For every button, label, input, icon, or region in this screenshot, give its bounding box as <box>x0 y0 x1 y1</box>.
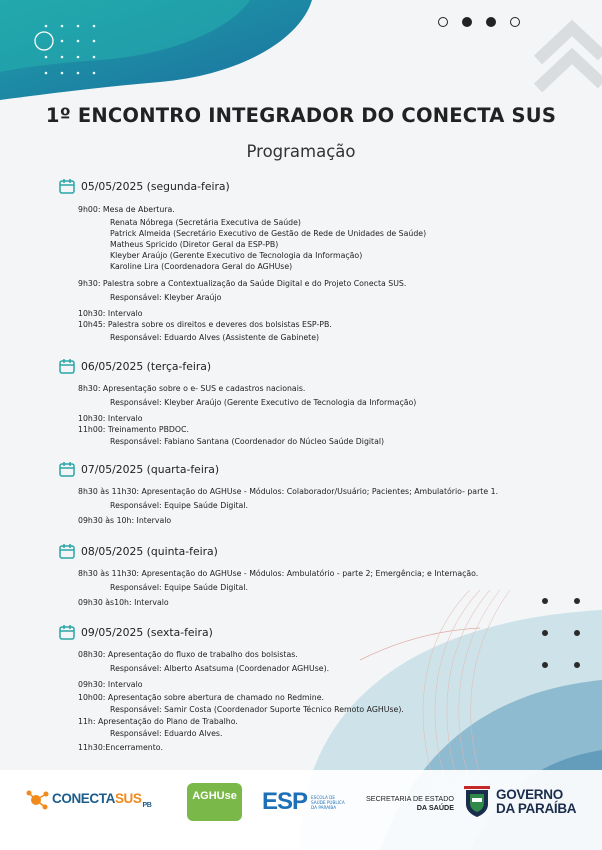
schedule-line: 09h30 às 10h: Intervalo <box>78 516 172 525</box>
day-label: 05/05/2025 (segunda-feira) <box>81 179 230 193</box>
calendar-icon <box>59 624 75 640</box>
day-label: 09/05/2025 (sexta-feira) <box>81 625 213 639</box>
schedule-line: Responsável: Samir Costa (Coordenador Suporte Técnico Remoto AGHUse). <box>110 705 404 714</box>
conecta-text: CONECTA <box>52 791 115 807</box>
calendar-icon <box>59 178 75 194</box>
dot-outline <box>438 17 448 27</box>
pb-text: PB <box>142 801 152 809</box>
esp-subtitle: ESCOLA DE SAÚDE PÚBLICA DA PARAÍBA <box>311 794 345 810</box>
sus-text: SUS <box>114 791 142 807</box>
esp-text: ESP <box>262 788 308 815</box>
calendar-icon <box>59 543 75 559</box>
schedule-line: 11h00: Treinamento PBDOC. <box>78 425 189 434</box>
schedule-line: 08h30: Apresentação do fluxo de trabalho dos bolsistas. <box>78 650 298 659</box>
schedule-line: Responsável: Kleyber Araújo <box>110 293 222 302</box>
schedule-line: Matheus Spricido (Diretor Geral da ESP-PB) <box>110 240 279 249</box>
side-dot <box>542 598 548 604</box>
schedule-line: 09h30: Intervalo <box>78 680 143 689</box>
day-heading <box>59 178 230 194</box>
schedule-line: 11h: Apresentação do Plano de Trabalho. <box>78 717 238 726</box>
schedule-line: 8h30 às 11h30: Apresentação do AGHUse - Módulos: Ambulatório - parte 2; Emergência; e Internação. <box>78 569 479 578</box>
governo-logo <box>462 786 576 818</box>
schedule-line: 10h30: Intervalo <box>78 309 143 318</box>
esp-logo <box>262 788 345 816</box>
day-label: 06/05/2025 (terça-feira) <box>81 359 212 373</box>
side-dot <box>574 598 580 604</box>
day-label: 07/05/2025 (quarta-feira) <box>81 462 220 476</box>
side-dot <box>542 630 548 636</box>
day-heading <box>59 624 213 640</box>
side-dot <box>574 630 580 636</box>
schedule-line: 11h30:Encerramento. <box>78 743 163 752</box>
schedule-line: 9h30: Palestra sobre a Contextualização da Saúde Digital e do Projeto Conecta SUS. <box>78 279 407 288</box>
schedule-line: Responsável: Equipe Saúde Digital. <box>110 501 248 510</box>
day-heading <box>59 461 219 477</box>
schedule-line: Karoline Lira (Coordenadora Geral do AGHUse) <box>110 262 293 271</box>
schedule-line: Responsável: Eduardo Alves. <box>110 729 223 738</box>
secretaria-line1: SECRETARIA DE ESTADO <box>366 794 454 803</box>
schedule-line: 10h00: Apresentação sobre abertura de chamado no Redmine. <box>78 693 325 702</box>
side-dot <box>542 662 548 668</box>
schedule-line: 10h45: Palestra sobre os direitos e deveres dos bolsistas ESP-PB. <box>78 320 332 329</box>
dot-filled <box>462 17 472 27</box>
schedule-line: 8h30: Apresentação sobre o e- SUS e cadastros nacionais. <box>78 384 306 393</box>
schedule-line: 9h00: Mesa de Abertura. <box>78 205 175 214</box>
schedule-line: Responsável: Fabiano Santana (Coordenador do Núcleo Saúde Digital) <box>110 437 385 446</box>
page-title: 1º ENCONTRO INTEGRADOR DO CONECTA SUS <box>45 104 557 127</box>
footer-logos <box>0 780 602 825</box>
page-subtitle: Programação <box>246 142 356 161</box>
schedule-line: 09h30 às10h: Intervalo <box>78 598 169 607</box>
dot-filled <box>486 17 496 27</box>
governo-line2: DA PARAÍBA <box>496 801 577 816</box>
secretaria-logo <box>366 794 454 812</box>
dot-outline <box>510 17 520 27</box>
schedule-line: Responsável: Eduardo Alves (Assistente de Gabinete) <box>110 333 320 342</box>
side-dot <box>574 662 580 668</box>
schedule-line: Patrick Almeida (Secretário Executivo de Gestão de Rede de Unidades de Saúde) <box>110 229 427 238</box>
schedule-line: 10h30: Intervalo <box>78 414 143 423</box>
conecta-sus-logo <box>26 789 151 811</box>
governo-line1: GOVERNO <box>496 787 563 802</box>
calendar-icon <box>59 358 75 374</box>
network-icon <box>26 789 52 811</box>
day-heading <box>59 543 218 559</box>
aghuse-logo <box>187 783 242 821</box>
schedule-line: 8h30 às 11h30: Apresentação do AGHUse - Módulos: Colaborador/Usuário; Pacientes; Ambulatório- parte 1. <box>78 487 499 496</box>
calendar-icon <box>59 461 75 477</box>
schedule-line: Renata Nóbrega (Secretária Executiva de Saúde) <box>110 218 301 227</box>
day-heading <box>59 358 211 374</box>
secretaria-line2: DA SAÚDE <box>416 803 454 812</box>
schedule-line: Responsável: Alberto Asatsuma (Coordenador AGHUse). <box>110 664 330 673</box>
aghuse-text: AGHUse <box>192 790 237 802</box>
day-label: 08/05/2025 (quinta-feira) <box>81 544 218 558</box>
pagination-dots <box>438 17 520 27</box>
schedule-line: Responsável: Equipe Saúde Digital. <box>110 583 248 592</box>
coat-of-arms-icon <box>462 786 492 818</box>
schedule-line: Kleyber Araújo (Gerente Executivo de Tecnologia da Informação) <box>110 251 363 260</box>
schedule-line: Responsável: Kleyber Araújo (Gerente Executivo de Tecnologia da Informação) <box>110 398 417 407</box>
